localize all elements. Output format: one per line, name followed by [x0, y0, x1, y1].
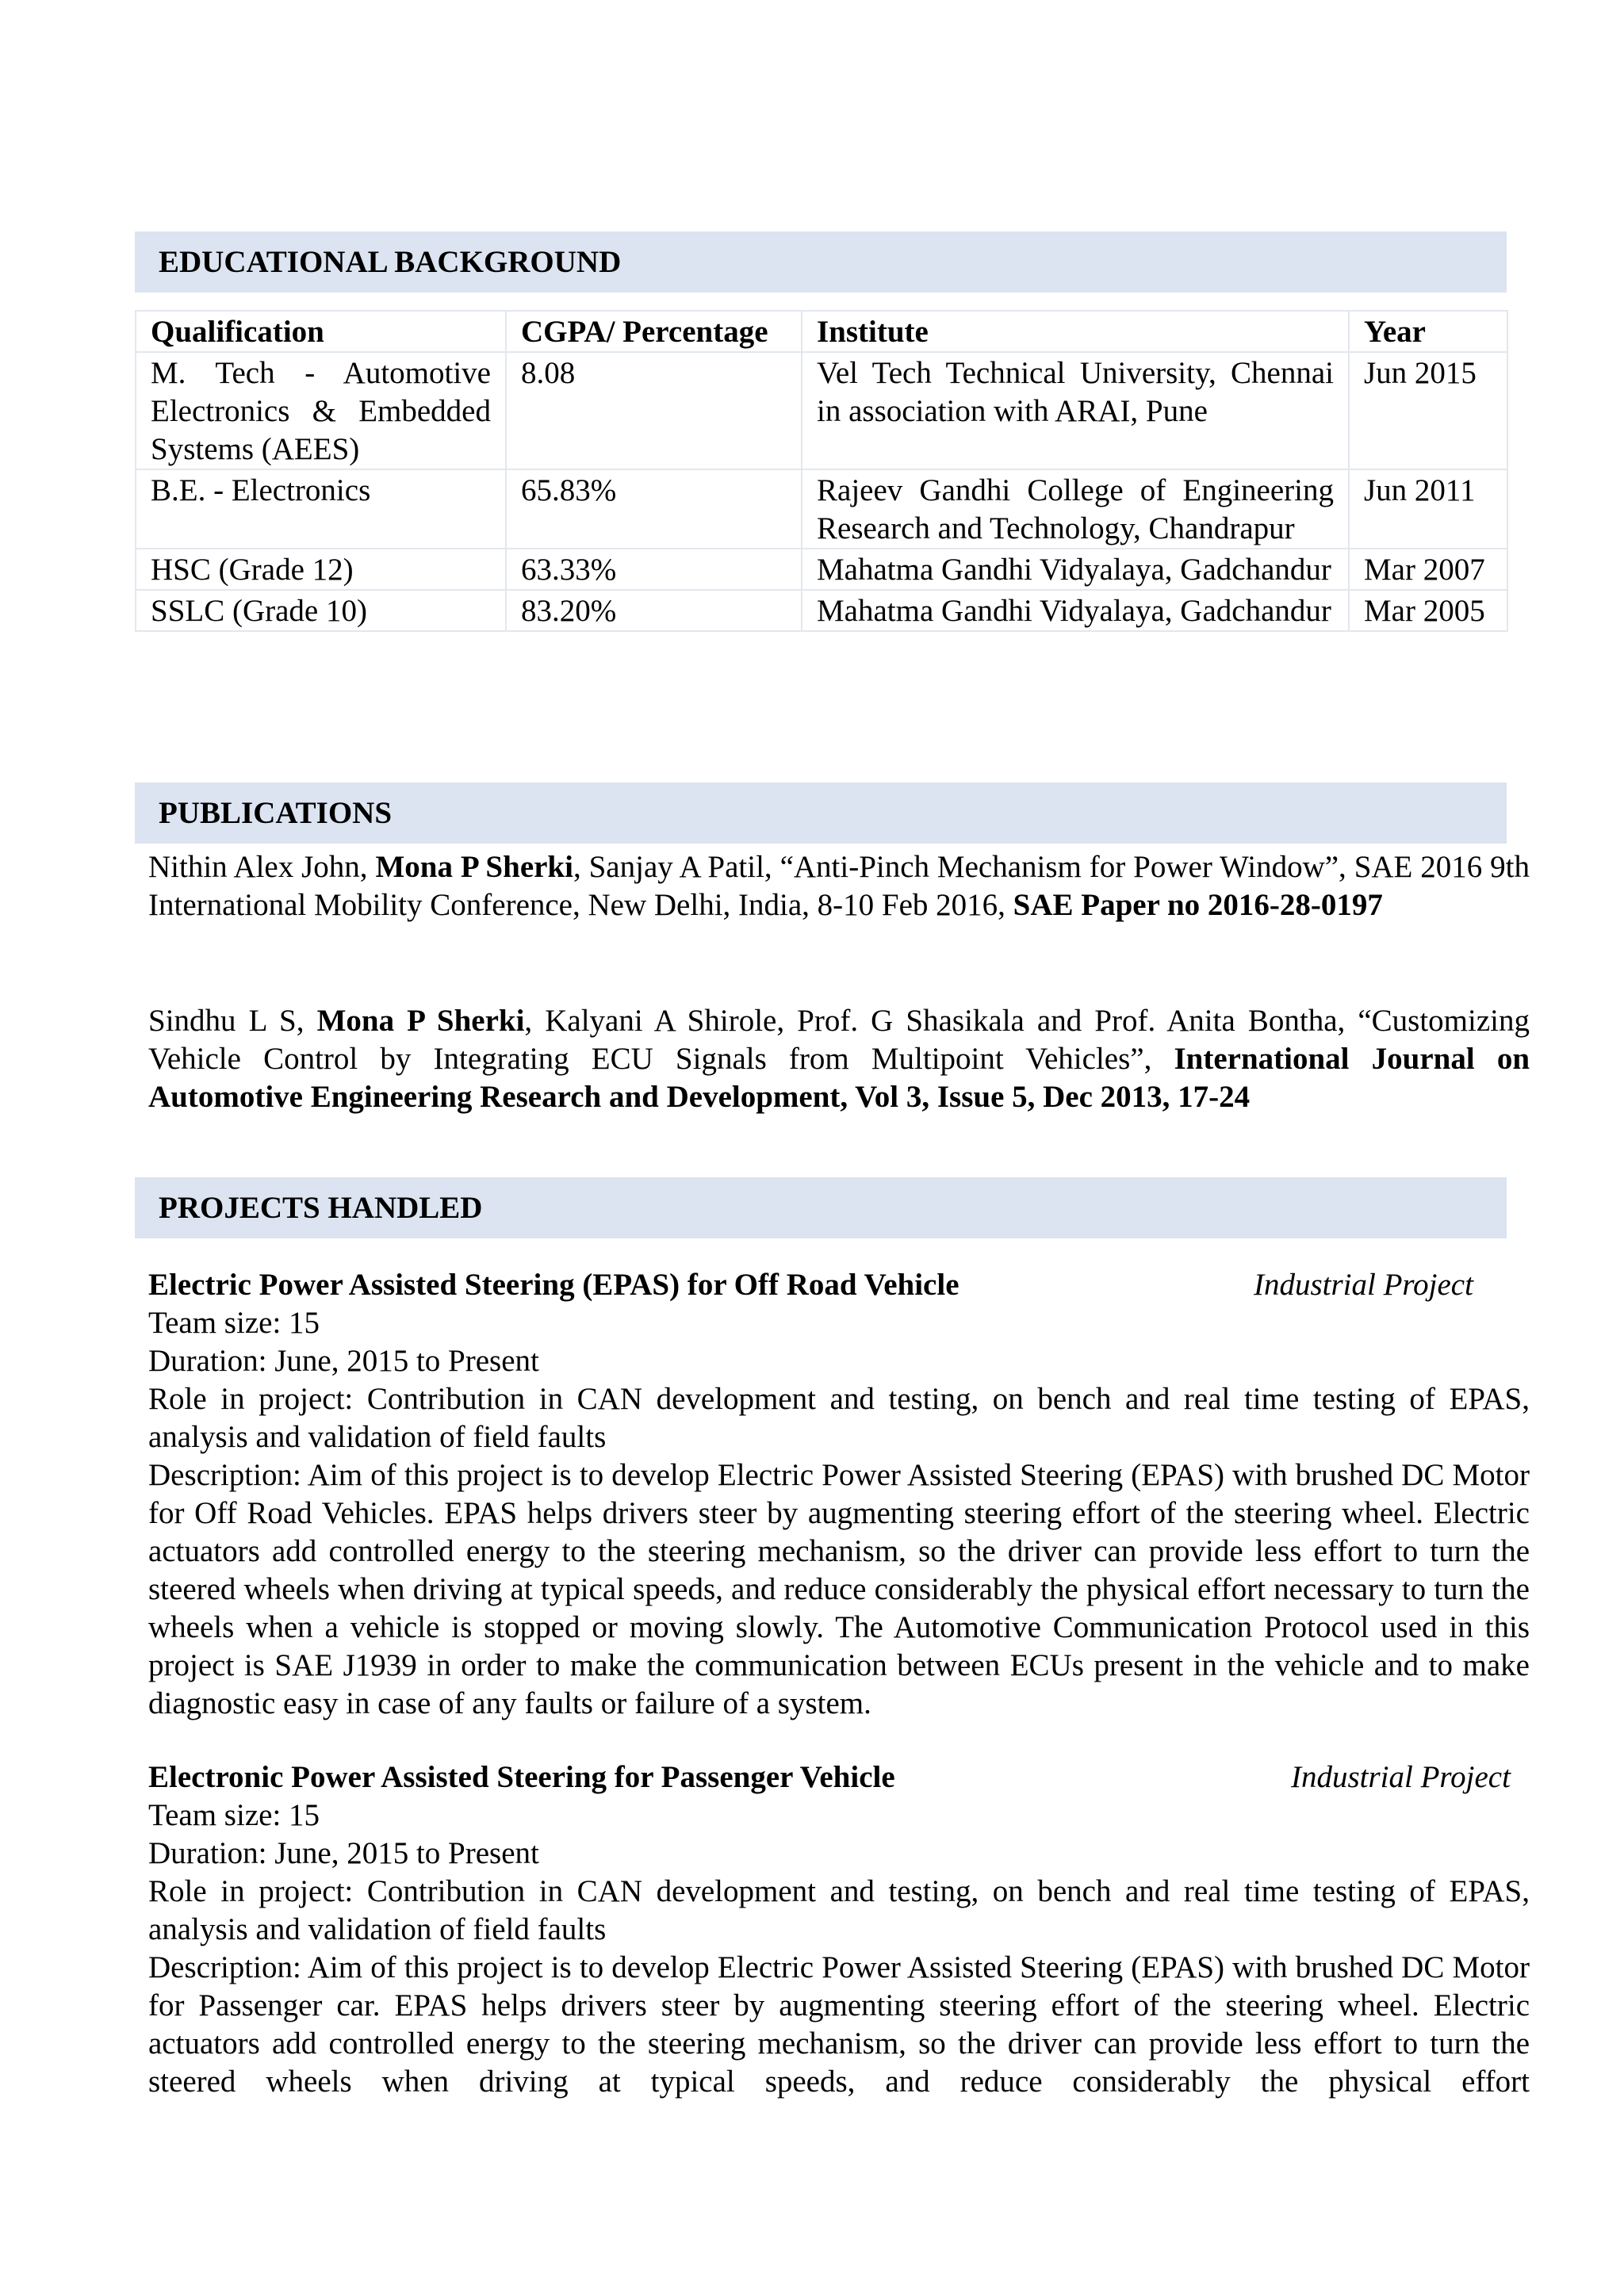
publication-highlight-author: Mona P Sherki [316, 1004, 525, 1038]
publication-item [148, 1002, 1530, 1116]
publication-authors: Nithin Alex John, [148, 850, 368, 884]
year-cell: Jun 2011 [1349, 469, 1507, 549]
publication-highlight-author: Mona P Sherki [375, 850, 573, 884]
publication-details: , Sanjay A Patil, “Anti-Pinch Mechanism for Power Window”, SAE 2016 9th International Mobility Conference, New Delhi, India, 8-10 Feb 2016, [148, 850, 1530, 922]
project-type: Industrial Project [1254, 1268, 1473, 1302]
institute-cell: Mahatma Gandhi Vidyalaya, Gadchandur [802, 590, 1349, 631]
project-details [148, 1797, 1530, 2101]
table-row [136, 469, 1507, 549]
project-team-size: Team size: 15 [148, 1798, 320, 1832]
publication-authors: Sindhu L S, [148, 1004, 304, 1038]
publication-venue: International Journal on Automotive Engineering Research and Development, Vol 3, Issue 5, Dec 2013, 17-24 [148, 1042, 1530, 1114]
project-description: Description: Aim of this project is to develop Electric Power Assisted Steering (EPAS) with brushed DC Motor for Passenger car. EPAS helps drivers steer by augmenting steering effort of the steering wheel. Electric actuators add controlled energy to the steering mechanism, so the driver can provide less effort to turn the steered wheels when driving at typical speeds, and reduce considerably the physical effort [148, 1950, 1530, 2099]
score-cell: 8.08 [506, 352, 802, 469]
institute-cell: Mahatma Gandhi Vidyalaya, Gadchandur [802, 549, 1349, 590]
project-role: Role in project: Contribution in CAN development and testing, on bench and real time testing of EPAS, analysis and validation of field faults [148, 1382, 1530, 1454]
score-cell: 83.20% [506, 590, 802, 631]
project-type: Industrial Project [1291, 1760, 1511, 1794]
section-header-publications: PUBLICATIONS [135, 783, 1507, 844]
institute-cell: Rajeev Gandhi College of Engineering Research and Technology, Chandrapur [802, 469, 1349, 549]
institute-cell: Vel Tech Technical University, Chennai in association with ARAI, Pune [802, 352, 1349, 469]
publication-item [148, 848, 1530, 924]
project-title: Electric Power Assisted Steering (EPAS) for Off Road Vehicle [148, 1268, 959, 1302]
publication-details: , Kalyani A Shirole, Prof. G Shasikala and Prof. Anita Bontha, “Customizing Vehicle Control by Integrating ECU Signals from Multipoint Vehicles”, [148, 1004, 1530, 1076]
year-cell: Mar 2005 [1349, 590, 1507, 631]
column-header-year: Year [1349, 311, 1507, 352]
section-header-education: EDUCATIONAL BACKGROUND [135, 232, 1507, 293]
qualification-cell: SSLC (Grade 10) [136, 590, 506, 631]
project-title: Electronic Power Assisted Steering for Passenger Vehicle [148, 1760, 895, 1794]
project-details [148, 1304, 1530, 1723]
column-header-qualification: Qualification [136, 311, 506, 352]
table-header-row [136, 311, 1507, 352]
project-duration: Duration: June, 2015 to Present [148, 1344, 539, 1378]
column-header-institute: Institute [802, 311, 1349, 352]
table-row [136, 549, 1507, 590]
project-title-row [148, 1758, 1530, 1797]
year-cell: Jun 2015 [1349, 352, 1507, 469]
project-team-size: Team size: 15 [148, 1306, 320, 1340]
table-row [136, 590, 1507, 631]
project-duration: Duration: June, 2015 to Present [148, 1836, 539, 1870]
year-cell: Mar 2007 [1349, 549, 1507, 590]
project-description: Description: Aim of this project is to develop Electric Power Assisted Steering (EPAS) with brushed DC Motor for Off Road Vehicles. EPAS helps drivers steer by augmenting steering effort of the steering wheel. Electric actuators add controlled energy to the steering mechanism, so the driver can provide less effort to turn the steered wheels when driving at typical speeds, and reduce considerably the physical effort necessary to turn the wheels when a vehicle is stopped or moving slowly. The Automotive Communication Protocol used in this project is SAE J1939 in order to make the communication between ECUs present in the vehicle and to make diagnostic easy in case of any faults or failure of a system. [148, 1458, 1530, 1720]
column-header-score: CGPA/ Percentage [506, 311, 802, 352]
score-cell: 63.33% [506, 549, 802, 590]
qualification-cell: HSC (Grade 12) [136, 549, 506, 590]
score-cell: 65.83% [506, 469, 802, 549]
education-table [135, 310, 1508, 632]
qualification-cell: M. Tech - Automotive Electronics & Embedded Systems (AEES) [136, 352, 506, 469]
qualification-cell: B.E. - Electronics [136, 469, 506, 549]
table-row [136, 352, 1507, 469]
publication-venue: SAE Paper no 2016-28-0197 [1013, 888, 1383, 922]
project-title-row [148, 1266, 1530, 1304]
project-role: Role in project: Contribution in CAN development and testing, on bench and real time testing of EPAS, analysis and validation of field faults [148, 1874, 1530, 1946]
section-header-projects: PROJECTS HANDLED [135, 1177, 1507, 1238]
